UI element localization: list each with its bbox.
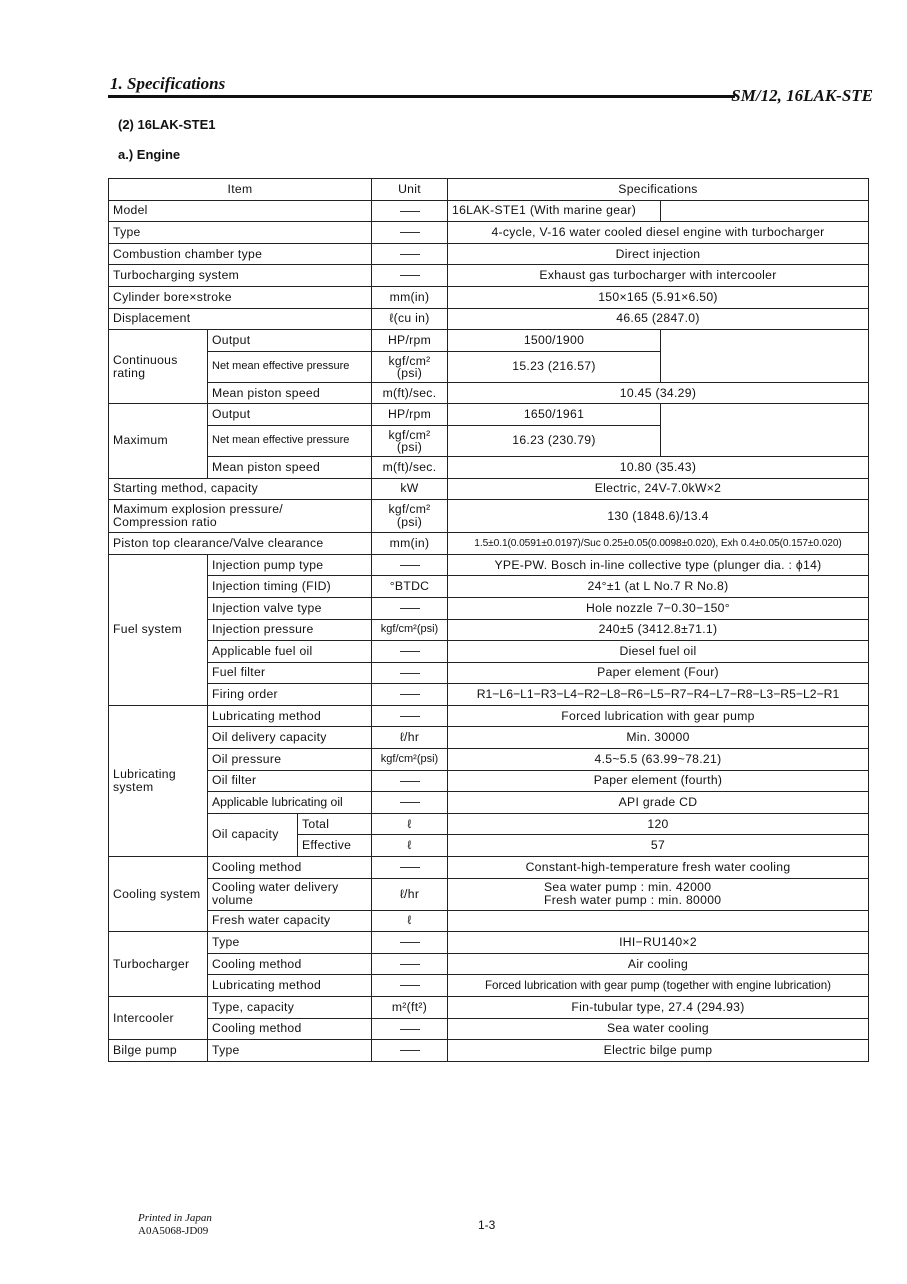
group-fuel-system: Fuel system	[109, 554, 208, 705]
dash	[400, 1029, 420, 1030]
table-row	[109, 792, 869, 814]
table-row	[109, 932, 869, 954]
table-row	[109, 727, 869, 749]
unit-cell: kgf/cm²(psi)	[372, 619, 448, 641]
spec-cell: 24°±1 (at L No.7 R No.8)	[448, 576, 869, 598]
dash	[400, 694, 420, 695]
item-cell: Injection valve type	[208, 597, 372, 619]
item-cell: Injection pressure	[208, 619, 372, 641]
item-cell: Output	[208, 330, 372, 352]
spec-cell: Forced lubrication with gear pump (together with engine lubrication)	[448, 975, 869, 997]
group-intercooler: Intercooler	[109, 997, 208, 1040]
item-cell: Type, capacity	[208, 997, 372, 1019]
dash	[400, 275, 420, 276]
item-line: volume	[212, 893, 254, 908]
spec-cell: Diesel fuel oil	[448, 641, 869, 663]
unit-cell	[372, 222, 448, 244]
item-cell: Combustion chamber type	[109, 243, 372, 265]
unit-cell: mm(in)	[372, 533, 448, 555]
dash	[400, 867, 420, 868]
unit-cell: ℓ(cu in)	[372, 308, 448, 330]
group-bilge-pump: Bilge pump	[109, 1040, 208, 1062]
printed-in-japan: Printed in Japan	[138, 1212, 212, 1224]
spec-cell: Direct injection	[448, 243, 869, 265]
header-item: Item	[109, 179, 372, 201]
group-continuous-rating: Continuous rating	[109, 330, 208, 404]
unit-cell	[372, 975, 448, 997]
table-row	[109, 1018, 869, 1040]
dash	[400, 232, 420, 233]
table-row	[109, 953, 869, 975]
table-header-row	[109, 179, 869, 201]
item-cell: Firing order	[208, 684, 372, 706]
section-title: (2) 16LAK-STE1	[118, 117, 216, 132]
dash	[400, 254, 420, 255]
item-cell: Output	[208, 404, 372, 426]
item-cell: Oil filter	[208, 770, 372, 792]
unit-cell	[372, 1018, 448, 1040]
table-row	[109, 500, 869, 533]
spec-cell: Electric, 24V-7.0kW×2	[448, 478, 869, 500]
dash	[400, 673, 420, 674]
item-cell: Oil delivery capacity	[208, 727, 372, 749]
subsection-title: a.) Engine	[118, 147, 181, 162]
unit-cell: ℓ/hr	[372, 727, 448, 749]
spec-cell: 150×165 (5.91×6.50)	[448, 286, 869, 308]
unit-cell	[372, 243, 448, 265]
unit-cell	[372, 770, 448, 792]
unit-cell: ℓ/hr	[372, 878, 448, 910]
unit-cell	[372, 792, 448, 814]
unit-cell: m(ft)/sec.	[372, 382, 448, 404]
spec-cell: 46.65 (2847.0)	[448, 308, 869, 330]
spec-cell: Paper element (Four)	[448, 662, 869, 684]
table-row	[109, 857, 869, 879]
table-row	[109, 200, 869, 222]
table-row	[109, 813, 869, 835]
header-unit: Unit	[372, 179, 448, 201]
spec-cell: API grade CD	[448, 792, 869, 814]
table-row	[109, 662, 869, 684]
group-turbocharger: Turbocharger	[109, 932, 208, 997]
item-cell: Fresh water capacity	[208, 910, 372, 932]
spec-line: Fresh water pump : min. 80000	[544, 893, 722, 908]
unit-cell	[372, 857, 448, 879]
item-cell: Net mean effective pressure	[208, 425, 372, 456]
item-cell: Net mean effective pressure	[208, 351, 372, 382]
unit-cell	[372, 200, 448, 222]
item-cell: Cylinder bore×stroke	[109, 286, 372, 308]
table-row	[109, 286, 869, 308]
dash	[400, 716, 420, 717]
dash	[400, 964, 420, 965]
table-row	[109, 878, 869, 910]
item-cell	[109, 500, 372, 533]
unit-cell	[372, 351, 448, 382]
table-row	[109, 619, 869, 641]
spec-cell: 10.45 (34.29)	[448, 382, 869, 404]
table-row	[109, 404, 869, 426]
dash	[400, 942, 420, 943]
unit-line: (psi)	[396, 439, 423, 454]
spec-cell: 4.5~5.5 (63.99~78.21)	[448, 749, 869, 771]
spec-cell: 16LAK-STE1 (With marine gear)	[448, 200, 661, 222]
table-row	[109, 533, 869, 555]
unit-cell	[372, 684, 448, 706]
table-row	[109, 478, 869, 500]
unit-line: kgf/cm²	[388, 353, 431, 368]
empty-cell	[661, 330, 869, 383]
spec-cell: 130 (1848.6)/13.4	[448, 500, 869, 533]
spec-cell: Exhaust gas turbocharger with intercooler	[448, 265, 869, 287]
dash	[400, 608, 420, 609]
unit-cell	[372, 705, 448, 727]
table-row	[109, 222, 869, 244]
spec-cell: Forced lubrication with gear pump	[448, 705, 869, 727]
item-cell: Type	[208, 1040, 372, 1062]
unit-cell	[372, 1040, 448, 1062]
spec-cell: IHI−RU140×2	[448, 932, 869, 954]
sub-item-cell: Total	[298, 813, 372, 835]
spec-line: Sea water pump : min. 42000	[544, 880, 712, 895]
table-row	[109, 330, 869, 352]
item-cell: Applicable lubricating oil	[208, 792, 372, 814]
item-cell: Oil pressure	[208, 749, 372, 771]
item-cell: Cooling method	[208, 857, 372, 879]
table-row	[109, 576, 869, 598]
spec-cell: Constant-high-temperature fresh water cooling	[448, 857, 869, 879]
spec-cell: 57	[448, 835, 869, 857]
document-code: A0A5068-JD09	[138, 1225, 209, 1237]
unit-cell	[372, 662, 448, 684]
spec-cell: Sea water cooling	[448, 1018, 869, 1040]
table-row	[109, 684, 869, 706]
item-cell: Lubricating method	[208, 705, 372, 727]
item-line: Cooling water delivery	[212, 880, 339, 895]
spec-cell: 240±5 (3412.8±71.1)	[448, 619, 869, 641]
spec-cell: Hole nozzle 7−0.30−150°	[448, 597, 869, 619]
dash	[400, 1050, 420, 1051]
item-cell: Type	[208, 932, 372, 954]
table-row	[109, 910, 869, 932]
item-cell: Starting method, capacity	[109, 478, 372, 500]
engine-spec-table	[108, 178, 869, 1062]
table-row	[109, 1040, 869, 1062]
spec-cell: Fin-tubular type, 27.4 (294.93)	[448, 997, 869, 1019]
header-specifications: Specifications	[448, 179, 869, 201]
table-row	[109, 749, 869, 771]
unit-line: (psi)	[396, 365, 423, 380]
item-line: Compression ratio	[113, 515, 217, 530]
item-cell: Piston top clearance/Valve clearance	[109, 533, 372, 555]
item-cell: Lubricating method	[208, 975, 372, 997]
item-cell: Applicable fuel oil	[208, 641, 372, 663]
unit-cell	[372, 953, 448, 975]
unit-line: kgf/cm²	[388, 427, 431, 442]
spec-cell: R1−L6−L1−R3−L4−R2−L8−R6−L5−R7−R4−L7−R8−L3−R5−L2−R1	[448, 684, 869, 706]
group-lubricating-system: Lubricating system	[109, 705, 208, 856]
item-cell: Model	[109, 200, 372, 222]
dash	[400, 985, 420, 986]
page-number: 1-3	[478, 1218, 496, 1232]
table-row	[109, 770, 869, 792]
footer-print-info	[138, 1212, 212, 1238]
item-cell-oil-capacity: Oil capacity	[208, 813, 298, 856]
unit-cell: kW	[372, 478, 448, 500]
header-rule	[108, 95, 735, 98]
spec-cell: 16.23 (230.79)	[448, 425, 661, 456]
unit-cell: ℓ	[372, 813, 448, 835]
dash	[400, 211, 420, 212]
item-cell	[208, 878, 372, 910]
unit-cell: mm(in)	[372, 286, 448, 308]
table-row	[109, 382, 869, 404]
spec-cell: 10.80 (35.43)	[448, 456, 869, 478]
table-row	[109, 641, 869, 663]
unit-cell	[372, 641, 448, 663]
spec-cell: 4-cycle, V-16 water cooled diesel engine with turbocharger	[448, 222, 869, 244]
unit-cell: m²(ft²)	[372, 997, 448, 1019]
item-cell: Mean piston speed	[208, 382, 372, 404]
spec-cell: Electric bilge pump	[448, 1040, 869, 1062]
unit-cell: HP/rpm	[372, 330, 448, 352]
table-row	[109, 308, 869, 330]
table-row	[109, 265, 869, 287]
item-cell: Displacement	[109, 308, 372, 330]
empty-cell	[661, 200, 869, 222]
spec-cell: 120	[448, 813, 869, 835]
table-row	[109, 975, 869, 997]
sub-item-cell: Effective	[298, 835, 372, 857]
table-row	[109, 997, 869, 1019]
item-cell: Cooling method	[208, 1018, 372, 1040]
spec-cell: 15.23 (216.57)	[448, 351, 661, 382]
spec-cell: 1500/1900	[448, 330, 661, 352]
unit-cell: °BTDC	[372, 576, 448, 598]
table-row	[109, 705, 869, 727]
unit-cell	[372, 500, 448, 533]
unit-cell	[372, 597, 448, 619]
unit-cell	[372, 932, 448, 954]
spec-cell	[448, 878, 869, 910]
spec-cell: Paper element (fourth)	[448, 770, 869, 792]
unit-cell: HP/rpm	[372, 404, 448, 426]
item-line: Maximum explosion pressure/	[113, 502, 283, 517]
table-row	[109, 456, 869, 478]
spec-cell: 1650/1961	[448, 404, 661, 426]
unit-cell: ℓ	[372, 910, 448, 932]
spec-cell	[448, 910, 869, 932]
unit-cell: ℓ	[372, 835, 448, 857]
unit-cell	[372, 425, 448, 456]
item-cell: Injection timing (FID)	[208, 576, 372, 598]
unit-line: (psi)	[396, 515, 423, 530]
group-cooling-system: Cooling system	[109, 857, 208, 932]
dash	[400, 565, 420, 566]
spec-cell: Min. 30000	[448, 727, 869, 749]
unit-cell	[372, 265, 448, 287]
model-reference: SM/12, 16LAK-STE	[731, 86, 873, 105]
item-cell: Type	[109, 222, 372, 244]
item-cell: Turbocharging system	[109, 265, 372, 287]
item-cell: Mean piston speed	[208, 456, 372, 478]
dash	[400, 802, 420, 803]
unit-cell	[372, 554, 448, 576]
table-row	[109, 243, 869, 265]
item-cell: Fuel filter	[208, 662, 372, 684]
empty-cell	[661, 404, 869, 457]
table-row	[109, 597, 869, 619]
spec-cell: Air cooling	[448, 953, 869, 975]
dash	[400, 651, 420, 652]
table-row	[109, 554, 869, 576]
item-cell: Cooling method	[208, 953, 372, 975]
chapter-title: 1. Specifications	[110, 74, 226, 93]
item-cell: Injection pump type	[208, 554, 372, 576]
spec-cell: 1.5±0.1(0.0591±0.0197)/Suc 0.25±0.05(0.0098±0.020), Exh 0.4±0.05(0.157±0.020)	[448, 533, 869, 555]
dash	[400, 781, 420, 782]
group-maximum: Maximum	[109, 404, 208, 478]
unit-line: kgf/cm²	[388, 502, 431, 517]
unit-cell: m(ft)/sec.	[372, 456, 448, 478]
unit-cell: kgf/cm²(psi)	[372, 749, 448, 771]
spec-cell: YPE-PW. Bosch in-line collective type (plunger dia. : ϕ14)	[448, 554, 869, 576]
